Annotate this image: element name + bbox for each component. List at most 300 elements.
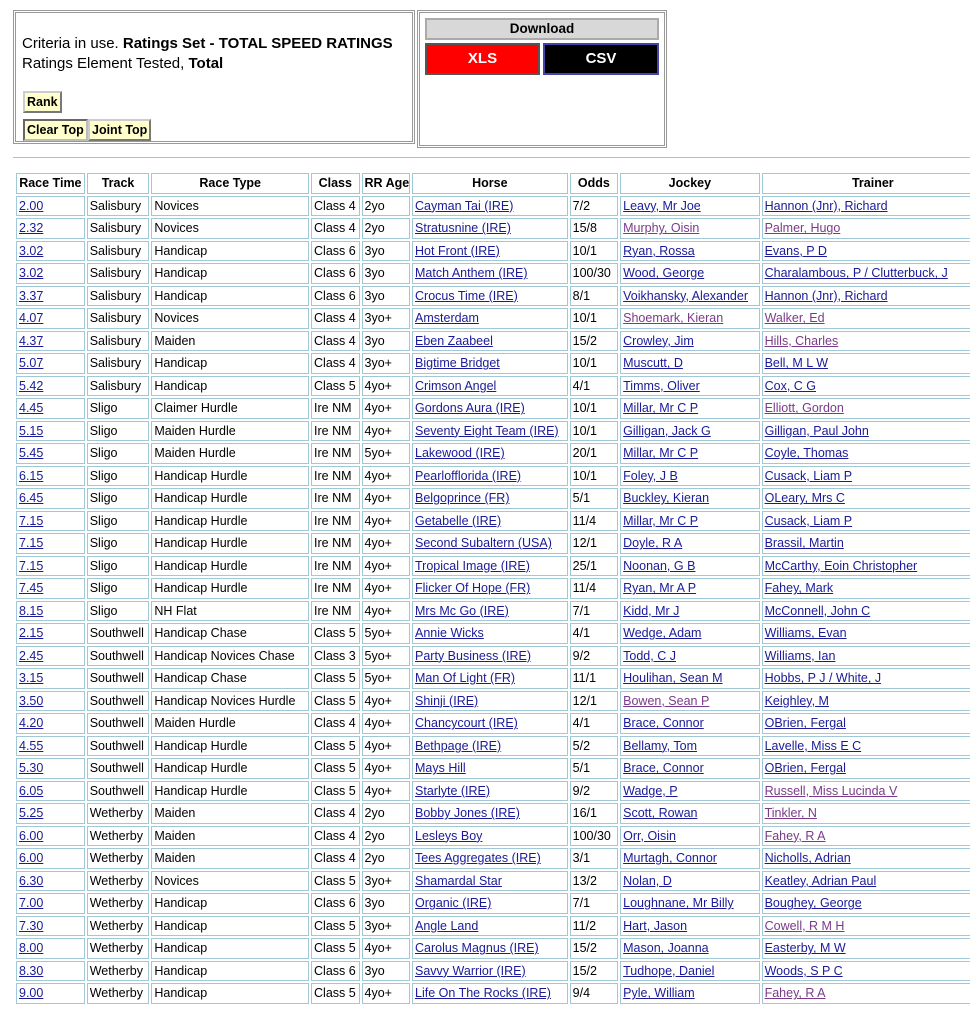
horse-cell [412,983,568,1004]
class-cell: Class 4 [311,308,360,329]
class-cell: Class 6 [311,893,360,914]
track-cell: Southwell [87,713,150,734]
race-time-link[interactable]: 5.30 [19,761,44,776]
jockey-link[interactable]: Tudhope, Daniel [623,963,715,978]
horse-link[interactable]: Annie Wicks [415,626,484,641]
horse-link[interactable]: Lesleys Boy [415,828,483,843]
rr-age-cell: 4yo+ [362,421,411,442]
race-time-cell [16,848,85,869]
horse-link[interactable]: Mrs Mc Go (IRE) [415,603,509,618]
trainer-link[interactable]: Coyle, Thomas [764,446,849,461]
odds-cell: 13/2 [570,871,619,892]
table-row [16,848,970,869]
jockey-cell [620,916,759,937]
horse-link[interactable]: Cayman Tai (IRE) [415,198,514,213]
jockey-link[interactable]: Mason, Joanna [623,941,709,956]
class-cell: Ire NM [311,601,360,622]
jockey-cell [620,353,759,374]
race-time-cell [16,196,85,217]
class-cell: Ire NM [311,533,360,554]
trainer-cell [762,646,970,667]
horse-cell [412,443,568,464]
horse-link[interactable]: Crocus Time (IRE) [415,288,518,303]
horse-cell [412,578,568,599]
odds-cell: 15/8 [570,218,619,239]
trainer-link[interactable]: Cowell, R M H [764,918,845,933]
race-time-link[interactable]: 2.00 [19,198,44,213]
horse-link[interactable]: Party Business (IRE) [415,648,532,663]
odds-cell: 9/4 [570,983,619,1004]
jockey-link[interactable]: Scott, Rowan [623,806,698,821]
jockey-cell [620,646,759,667]
trainer-link[interactable]: Boughey, George [764,896,862,911]
trainer-link[interactable]: McCarthy, Eoin Christopher [764,558,918,573]
rank-button[interactable]: Rank [23,91,62,113]
trainer-link[interactable]: Fahey, Mark [764,581,834,596]
jockey-link[interactable]: Muscutt, D [623,356,683,371]
header-track: Track [87,173,150,194]
horse-cell [412,758,568,779]
jockey-cell [620,241,759,262]
trainer-cell [762,601,970,622]
jockey-cell [620,601,759,622]
track-cell: Southwell [87,646,150,667]
race-time-link[interactable]: 7.30 [19,918,44,933]
criteria-prefix: Criteria in use. [22,35,123,52]
horse-link[interactable]: Lakewood (IRE) [415,446,505,461]
trainer-link[interactable]: Easterby, M W [764,941,846,956]
odds-cell: 11/4 [570,578,619,599]
trainer-cell [762,916,970,937]
trainer-link[interactable]: Charalambous, P / Clutterbuck, J [764,266,948,281]
race-time-link[interactable]: 7.00 [19,896,44,911]
odds-cell: 15/2 [570,938,619,959]
trainer-link[interactable]: Russell, Miss Lucinda V [764,783,898,798]
trainer-cell [762,196,970,217]
race-time-cell [16,871,85,892]
race-time-link[interactable]: 3.02 [19,243,44,258]
trainer-link[interactable]: Nicholls, Adrian [764,851,851,866]
table-row [16,781,970,802]
race-type-cell: Handicap Hurdle [151,758,309,779]
race-time-link[interactable]: 6.45 [19,491,44,506]
trainer-link[interactable]: McConnell, John C [764,603,871,618]
trainer-link[interactable]: Brassil, Martin [764,536,844,551]
trainer-link[interactable]: Elliott, Gordon [764,401,844,416]
rr-age-cell: 3yo [362,241,411,262]
trainer-link[interactable]: Fahey, R A [764,828,826,843]
race-time-link[interactable]: 7.15 [19,558,44,573]
joint-top-button[interactable]: Joint Top [88,119,151,141]
jockey-cell [620,556,759,577]
trainer-link[interactable]: Palmer, Hugo [764,221,841,236]
odds-cell: 3/1 [570,848,619,869]
race-time-link[interactable]: 7.15 [19,536,44,551]
trainer-cell [762,511,970,532]
race-time-link[interactable]: 4.55 [19,738,44,753]
class-cell: Ire NM [311,578,360,599]
trainer-link[interactable]: Hannon (Jnr), Richard [764,198,888,213]
class-cell: Class 4 [311,353,360,374]
race-time-link[interactable]: 5.15 [19,423,44,438]
trainer-cell [762,398,970,419]
trainer-link[interactable]: Gilligan, Paul John [764,423,869,438]
race-time-link[interactable]: 5.07 [19,356,44,371]
track-cell: Wetherby [87,848,150,869]
race-time-link[interactable]: 6.00 [19,851,44,866]
track-cell: Sligo [87,556,150,577]
horse-link[interactable]: Bigtime Bridget [415,356,500,371]
odds-cell: 9/2 [570,646,619,667]
jockey-cell [620,758,759,779]
race-time-cell [16,893,85,914]
horse-link[interactable]: Flicker Of Hope (FR) [415,581,531,596]
trainer-cell [762,578,970,599]
rr-age-cell: 3yo+ [362,916,411,937]
jockey-cell [620,691,759,712]
jockey-cell [620,736,759,757]
race-time-cell [16,578,85,599]
jockey-link[interactable]: Timms, Oliver [623,378,700,393]
race-time-link[interactable]: 6.05 [19,783,44,798]
jockey-link[interactable]: Doyle, R A [623,536,683,551]
jockey-link[interactable]: Voikhansky, Alexander [623,288,748,303]
trainer-link[interactable]: Tinkler, N [764,806,817,821]
odds-cell: 4/1 [570,623,619,644]
race-time-link[interactable]: 2.32 [19,221,44,236]
table-row [16,961,970,982]
race-time-link[interactable]: 9.00 [19,986,44,1001]
clear-top-button[interactable]: Clear Top [23,119,88,141]
header-race-type: Race Type [151,173,309,194]
race-time-link[interactable]: 5.45 [19,446,44,461]
race-type-cell: NH Flat [151,601,309,622]
download-panel [417,10,667,148]
class-cell: Class 5 [311,376,360,397]
trainer-link[interactable]: OBrien, Fergal [764,761,846,776]
jockey-link[interactable]: Shoemark, Kieran [623,311,724,326]
horse-link[interactable]: Organic (IRE) [415,896,492,911]
element-prefix: Ratings Element Tested, [22,55,189,72]
trainer-link[interactable]: Hannon (Jnr), Richard [764,288,888,303]
race-time-link[interactable]: 3.02 [19,266,44,281]
rr-age-cell: 4yo+ [362,511,411,532]
odds-cell: 11/1 [570,668,619,689]
trainer-cell [762,376,970,397]
race-type-cell: Handicap Hurdle [151,556,309,577]
horse-cell [412,466,568,487]
jockey-link[interactable]: Todd, C J [623,648,676,663]
race-time-link[interactable]: 8.00 [19,941,44,956]
jockey-link[interactable]: Murphy, Oisin [623,221,700,236]
track-cell: Sligo [87,533,150,554]
jockey-link[interactable]: Nolan, D [623,873,672,888]
class-cell: Ire NM [311,556,360,577]
horse-cell [412,263,568,284]
rr-age-cell: 4yo+ [362,376,411,397]
horse-link[interactable]: Match Anthem (IRE) [415,266,528,281]
odds-cell: 5/2 [570,736,619,757]
horse-link[interactable]: Bobby Jones (IRE) [415,806,520,821]
horse-cell [412,668,568,689]
race-time-link[interactable]: 2.45 [19,648,44,663]
horse-link[interactable]: Belgoprince (FR) [415,491,510,506]
jockey-link[interactable]: Ryan, Mr A P [623,581,697,596]
race-time-link[interactable]: 8.15 [19,603,44,618]
horse-link[interactable]: Amsterdam [415,311,479,326]
trainer-link[interactable]: Williams, Evan [764,626,847,641]
class-cell: Ire NM [311,421,360,442]
rr-age-cell: 5yo+ [362,646,411,667]
race-time-link[interactable]: 6.30 [19,873,44,888]
horse-link[interactable]: Shinji (IRE) [415,693,479,708]
jockey-link[interactable]: Crowley, Jim [623,333,694,348]
race-type-cell: Handicap Hurdle [151,488,309,509]
header-jockey: Jockey [620,173,759,194]
horse-cell [412,803,568,824]
trainer-link[interactable]: Cusack, Liam P [764,513,853,528]
xls-download-button[interactable]: XLS [425,43,540,75]
horse-link[interactable]: Carolus Magnus (IRE) [415,941,539,956]
trainer-link[interactable]: Hobbs, P J / White, J [764,671,882,686]
jockey-link[interactable]: Millar, Mr C P [623,446,699,461]
jockey-link[interactable]: Hart, Jason [623,918,688,933]
trainer-cell [762,668,970,689]
trainer-link[interactable]: OBrien, Fergal [764,716,846,731]
race-type-cell: Novices [151,308,309,329]
horse-link[interactable]: Seventy Eight Team (IRE) [415,423,559,438]
results-body [16,196,970,1004]
race-time-link[interactable]: 5.42 [19,378,44,393]
race-time-link[interactable]: 4.07 [19,311,44,326]
table-row [16,938,970,959]
rr-age-cell: 3yo [362,286,411,307]
trainer-link[interactable]: Woods, S P C [764,963,843,978]
horse-cell [412,376,568,397]
table-row [16,736,970,757]
race-time-link[interactable]: 3.50 [19,693,44,708]
race-time-link[interactable]: 6.00 [19,828,44,843]
rr-age-cell: 3yo+ [362,871,411,892]
horse-link[interactable]: Chancycourt (IRE) [415,716,518,731]
trainer-link[interactable]: Williams, Ian [764,648,836,663]
race-time-link[interactable]: 3.15 [19,671,44,686]
horse-link[interactable]: Second Subaltern (USA) [415,536,552,551]
odds-cell: 10/1 [570,308,619,329]
horse-cell [412,556,568,577]
race-type-cell: Handicap [151,961,309,982]
track-cell: Sligo [87,601,150,622]
horse-link[interactable]: Tropical Image (IRE) [415,558,530,573]
trainer-cell [762,691,970,712]
trainer-link[interactable]: Cox, C G [764,378,816,393]
trainer-link[interactable]: Hills, Charles [764,333,839,348]
jockey-link[interactable]: Foley, J B [623,468,678,483]
criteria-panel [13,10,415,144]
jockey-cell [620,376,759,397]
trainer-cell [762,826,970,847]
horse-link[interactable]: Stratusnine (IRE) [415,221,511,236]
trainer-cell [762,556,970,577]
rr-age-cell: 4yo+ [362,488,411,509]
jockey-link[interactable]: Loughnane, Mr Billy [623,896,734,911]
class-cell: Class 5 [311,668,360,689]
track-cell: Salisbury [87,241,150,262]
class-cell: Class 5 [311,871,360,892]
race-time-cell [16,398,85,419]
horse-link[interactable]: Gordons Aura (IRE) [415,401,525,416]
track-cell: Wetherby [87,803,150,824]
horse-link[interactable]: Savvy Warrior (IRE) [415,963,526,978]
race-time-link[interactable]: 7.15 [19,513,44,528]
jockey-link[interactable]: Brace, Connor [623,761,704,776]
trainer-link[interactable]: Evans, P D [764,243,827,258]
track-cell: Salisbury [87,308,150,329]
odds-cell: 100/30 [570,826,619,847]
horse-cell [412,848,568,869]
table-row [16,871,970,892]
horse-cell [412,781,568,802]
odds-cell: 20/1 [570,443,619,464]
jockey-link[interactable]: Houlihan, Sean M [623,671,723,686]
horse-link[interactable]: Tees Aggregates (IRE) [415,851,541,866]
horse-link[interactable]: Hot Front (IRE) [415,243,500,258]
horse-cell [412,331,568,352]
jockey-link[interactable]: Murtagh, Connor [623,851,717,866]
jockey-link[interactable]: Buckley, Kieran [623,491,710,506]
horse-link[interactable]: Eben Zaabeel [415,333,493,348]
class-cell: Class 4 [311,196,360,217]
jockey-link[interactable]: Noonan, G B [623,558,696,573]
csv-download-button[interactable]: CSV [543,43,659,75]
horse-cell [412,218,568,239]
jockey-link[interactable]: Bellamy, Tom [623,738,698,753]
jockey-link[interactable]: Bowen, Sean P [623,693,710,708]
element-value: Total [188,55,224,72]
jockey-link[interactable]: Wood, George [623,266,705,281]
table-row [16,983,970,1004]
jockey-cell [620,511,759,532]
table-row [16,308,970,329]
table-row [16,511,970,532]
trainer-link[interactable]: Lavelle, Miss E C [764,738,862,753]
trainer-link[interactable]: Keatley, Adrian Paul [764,873,877,888]
jockey-link[interactable]: Brace, Connor [623,716,704,731]
race-type-cell: Maiden [151,803,309,824]
odds-cell: 100/30 [570,263,619,284]
jockey-cell [620,961,759,982]
track-cell: Southwell [87,691,150,712]
race-type-cell: Handicap Chase [151,668,309,689]
class-cell: Class 5 [311,736,360,757]
jockey-link[interactable]: Millar, Mr C P [623,513,699,528]
race-type-cell: Handicap Novices Chase [151,646,309,667]
jockey-link[interactable]: Pyle, William [623,986,695,1001]
jockey-link[interactable]: Leavy, Mr Joe [623,198,701,213]
horse-link[interactable]: Life On The Rocks (IRE) [415,986,551,1001]
race-time-link[interactable]: 8.30 [19,963,44,978]
trainer-cell [762,848,970,869]
trainer-link[interactable]: Cusack, Liam P [764,468,853,483]
horse-link[interactable]: Man Of Light (FR) [415,671,516,686]
jockey-cell [620,983,759,1004]
jockey-cell [620,713,759,734]
jockey-link[interactable]: Kidd, Mr J [623,603,680,618]
odds-cell: 10/1 [570,353,619,374]
race-time-link[interactable]: 4.45 [19,401,44,416]
trainer-cell [762,893,970,914]
class-cell: Class 4 [311,713,360,734]
horse-link[interactable]: Shamardal Star [415,873,502,888]
horse-link[interactable]: Getabelle (IRE) [415,513,502,528]
results-table [14,171,970,1006]
trainer-link[interactable]: OLeary, Mrs C [764,491,845,506]
race-time-link[interactable]: 4.20 [19,716,44,731]
track-cell: Sligo [87,488,150,509]
odds-cell: 16/1 [570,803,619,824]
jockey-link[interactable]: Wedge, Adam [623,626,702,641]
race-time-link[interactable]: 3.37 [19,288,44,303]
class-cell: Ire NM [311,398,360,419]
trainer-cell [762,938,970,959]
horse-link[interactable]: Angle Land [415,918,479,933]
jockey-cell [620,196,759,217]
horse-link[interactable]: Bethpage (IRE) [415,738,502,753]
horse-link[interactable]: Starlyte (IRE) [415,783,491,798]
race-time-cell [16,938,85,959]
race-type-cell: Handicap Hurdle [151,466,309,487]
trainer-link[interactable]: Bell, M L W [764,356,829,371]
class-cell: Ire NM [311,443,360,464]
trainer-link[interactable]: Keighley, M [764,693,829,708]
header-horse: Horse [412,173,568,194]
race-type-cell: Handicap [151,983,309,1004]
race-time-link[interactable]: 6.15 [19,468,44,483]
jockey-link[interactable]: Ryan, Rossa [623,243,695,258]
odds-cell: 5/1 [570,758,619,779]
race-type-cell: Handicap Novices Hurdle [151,691,309,712]
trainer-link[interactable]: Fahey, R A [764,986,826,1001]
class-cell: Class 5 [311,758,360,779]
rr-age-cell: 4yo+ [362,466,411,487]
track-cell: Sligo [87,578,150,599]
horse-link[interactable]: Crimson Angel [415,378,497,393]
race-type-cell: Handicap Hurdle [151,533,309,554]
odds-cell: 10/1 [570,398,619,419]
race-time-link[interactable]: 4.37 [19,333,44,348]
track-cell: Salisbury [87,376,150,397]
race-time-link[interactable]: 5.25 [19,806,44,821]
jockey-link[interactable]: Gilligan, Jack G [623,423,711,438]
track-cell: Wetherby [87,916,150,937]
horse-link[interactable]: Pearlofflorida (IRE) [415,468,522,483]
table-row [16,826,970,847]
trainer-link[interactable]: Walker, Ed [764,311,825,326]
race-time-cell [16,241,85,262]
jockey-link[interactable]: Wadge, P [623,783,678,798]
trainer-cell [762,241,970,262]
table-row [16,803,970,824]
race-time-link[interactable]: 2.15 [19,626,44,641]
jockey-link[interactable]: Millar, Mr C P [623,401,699,416]
track-cell: Southwell [87,758,150,779]
jockey-cell [620,533,759,554]
odds-cell: 7/1 [570,893,619,914]
horse-link[interactable]: Mays Hill [415,761,466,776]
jockey-link[interactable]: Orr, Oisin [623,828,676,843]
race-time-link[interactable]: 7.45 [19,581,44,596]
trainer-cell [762,263,970,284]
